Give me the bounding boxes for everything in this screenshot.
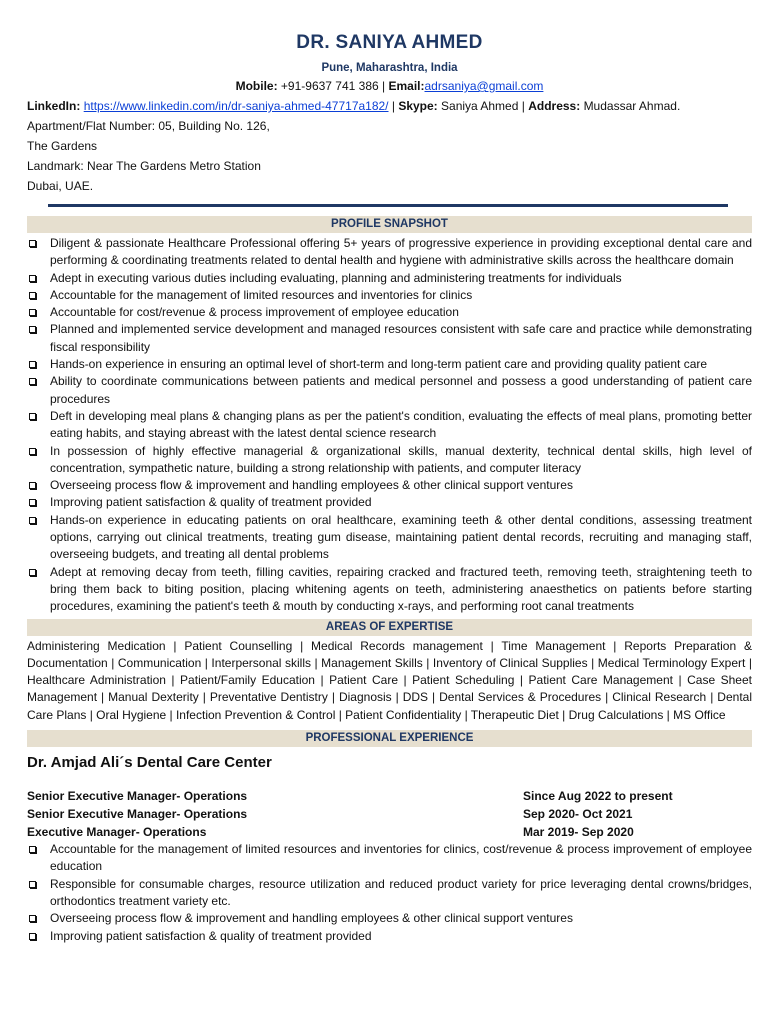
bullet-icon bbox=[29, 569, 36, 576]
list-item: In possession of highly effective managerial & organizational skills, manual dexterity, technical dental skills, high level of concentration, sympathetic nature, building a strong relationship with patients, and computer literacy bbox=[27, 443, 752, 478]
list-item: Responsible for consumable charges, resource utilization and reduced product variety for price leveraging dental crowns/bridges, orthodontics treatment variety etc. bbox=[27, 876, 752, 911]
list-item: Adept in executing various duties including evaluating, planning and administering treatments for individuals bbox=[27, 270, 752, 287]
skype-label: Skype: bbox=[398, 99, 438, 113]
bullet-icon bbox=[29, 499, 36, 506]
bullet-icon bbox=[29, 482, 36, 489]
address-line-2: The Gardens bbox=[27, 139, 98, 153]
list-item: Deft in developing meal plans & changing plans as per the patient's condition, evaluating the effects of meal plans, promoting better eating habits, and staying abreast with the latest dental science research bbox=[27, 408, 752, 443]
role-row bbox=[27, 805, 752, 823]
candidate-name: DR. SANIYA AHMED bbox=[296, 32, 483, 53]
bullet-icon bbox=[29, 309, 36, 316]
bullet-icon bbox=[29, 517, 36, 524]
role-dates: Sep 2020- Oct 2021 bbox=[523, 807, 633, 822]
expertise-text: Administering Medication | Patient Counselling | Medical Records management | Time Management | Reports Preparation & Documentation | Communication | Interpersonal skills | Management Skills | Inventory of Clinical Supplies | Medical Terminology Expert | Healthcare Administration | Patient/Family Education | Patient Care | Patient Scheduling | Patient Care Management | Case Sheet Management | Manual Dexterity | Preventative Dentistry | Diagnosis | DDS | Dental Services & Procedures | Clinical Research | Dental Care Plans | Oral Hygiene | Infection Prevention & Control | Patient Confidentiality | Therapeutic Diet | Drug Calculations | MS Office bbox=[27, 638, 752, 722]
address-line-3: Landmark: Near The Gardens Metro Station bbox=[27, 159, 261, 173]
list-item: Hands-on experience in educating patients on oral healthcare, examining teeth & other dental conditions, assessing treatment options, carrying out clinical treatments, treating gum disease, maintaining patient dental records, recruiting and managing staff, overseeing budgets, and treating all dental problems bbox=[27, 512, 752, 564]
address-first: Mudassar Ahmad. bbox=[583, 99, 681, 113]
list-item: Improving patient satisfaction & quality of treatment provided bbox=[27, 928, 752, 945]
role-row bbox=[27, 823, 752, 841]
skype-id: Saniya Ahmed bbox=[441, 99, 519, 113]
list-item: Accountable for the management of limited resources and inventories for clinics bbox=[27, 287, 752, 304]
mobile-label: Mobile: bbox=[235, 79, 278, 93]
list-item: Overseeing process flow & improvement and handling employees & other clinical support ventures bbox=[27, 910, 752, 927]
bullet-icon bbox=[29, 292, 36, 299]
company-name: Dr. Amjad Ali´s Dental Care Center bbox=[27, 754, 272, 772]
social-address-line: LinkedIn: https://www.linkedin.com/in/dr-saniya-ahmed-47717a182/ | Skype: Saniya Ahmed | Address: Mudassar Ahmad. bbox=[27, 99, 681, 113]
bullet-icon bbox=[29, 240, 36, 247]
list-item: Diligent & passionate Healthcare Professional offering 5+ years of progressive experience in providing exceptional dental care and performing & coordinating treatments related to dental health and hygiene with administrative skills across the healthcare domain bbox=[27, 235, 752, 270]
list-item: Hands-on experience in ensuring an optimal level of short-term and long-term patient care and providing quality patient care bbox=[27, 356, 752, 373]
bullet-icon bbox=[29, 448, 36, 455]
header-divider bbox=[48, 204, 728, 207]
contact-line: Mobile: +91-9637 741 386 | Email:adrsaniya@gmail.com bbox=[235, 79, 544, 93]
experience-section-title: PROFESSIONAL EXPERIENCE bbox=[27, 730, 752, 747]
list-item: Planned and implemented service development and managed resources consistent with safe care and practice while demonstrating fiscal responsibility bbox=[27, 321, 752, 356]
bullet-icon bbox=[29, 275, 36, 282]
bullet-icon bbox=[29, 933, 36, 940]
address-line-4: Dubai, UAE. bbox=[27, 179, 94, 193]
role-title: Executive Manager- Operations bbox=[27, 825, 207, 840]
email-link[interactable]: adrsaniya@gmail.com bbox=[424, 79, 544, 93]
roles-list bbox=[27, 787, 752, 841]
location: Pune, Maharashtra, India bbox=[321, 62, 458, 74]
list-item: Ability to coordinate communications between patients and medical personnel and possess a good understanding of patient care procedures bbox=[27, 373, 752, 408]
list-item: Accountable for the management of limited resources and inventories for clinics, cost/revenue & process improvement of employee education bbox=[27, 841, 752, 876]
role-row bbox=[27, 787, 752, 805]
linkedin-link[interactable]: https://www.linkedin.com/in/dr-saniya-ahmed-47717a182/ bbox=[83, 99, 389, 113]
email-label: Email: bbox=[388, 79, 425, 93]
experience-list bbox=[27, 841, 752, 945]
role-title: Senior Executive Manager- Operations bbox=[27, 807, 248, 822]
bullet-icon bbox=[29, 915, 36, 922]
bullet-icon bbox=[29, 846, 36, 853]
profile-list bbox=[27, 235, 752, 616]
list-item: Overseeing process flow & improvement and handling employees & other clinical support ventures bbox=[27, 477, 752, 494]
address-line-1: Apartment/Flat Number: 05, Building No. 126, bbox=[27, 119, 270, 133]
list-item: Improving patient satisfaction & quality of treatment provided bbox=[27, 494, 752, 511]
list-item: Accountable for cost/revenue & process improvement of employee education bbox=[27, 304, 752, 321]
linkedin-label: LinkedIn: bbox=[27, 99, 81, 113]
list-item: Adept at removing decay from teeth, filling cavities, repairing cracked and fractured teeth, removing teeth, straightening teeth to bring them back to biting position, placing whitening agents on teeth, administering anaesthetics on patients before starting procedures, examining the patient's teeth & mouth by conducting x-rays, and performing root canal treatments bbox=[27, 564, 752, 616]
address-label: Address: bbox=[528, 99, 581, 113]
bullet-icon bbox=[29, 326, 36, 333]
role-dates: Mar 2019- Sep 2020 bbox=[523, 825, 634, 840]
profile-section-title: PROFILE SNAPSHOT bbox=[27, 216, 752, 233]
bullet-icon bbox=[29, 881, 36, 888]
bullet-icon bbox=[29, 361, 36, 368]
bullet-icon bbox=[29, 413, 36, 420]
expertise-section-title: AREAS OF EXPERTISE bbox=[27, 619, 752, 636]
role-title: Senior Executive Manager- Operations bbox=[27, 789, 248, 804]
bullet-icon bbox=[29, 378, 36, 385]
mobile-number: +91-9637 741 386 bbox=[280, 79, 379, 93]
role-dates: Since Aug 2022 to present bbox=[523, 789, 673, 804]
